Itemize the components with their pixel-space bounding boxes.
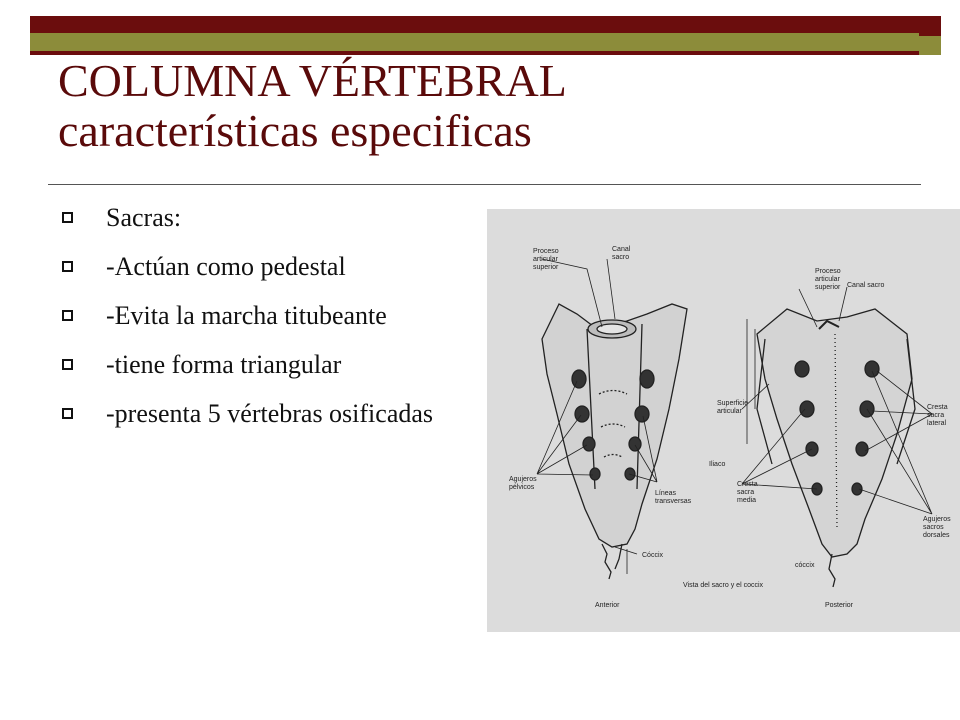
label-proceso-articular-left-2: articular [533, 256, 558, 263]
label-canal-sacro-left: Canal [612, 246, 631, 253]
label-agujeros-pelvicos: Agujeros [509, 476, 537, 483]
label-proceso-articular-right: Proceso [815, 268, 841, 275]
label-superficie-articular-2: articular [717, 408, 742, 415]
label-cresta-sacra-lateral-3: lateral [927, 420, 947, 427]
label-iliaco: Iliaco [709, 461, 726, 468]
label-agujeros-pelvicos-2: pélvicos [509, 484, 535, 491]
label-agujeros-sacros-dorsales-2: sacros [923, 524, 944, 531]
label-cresta-sacra-media-2: sacra [737, 489, 755, 496]
square-bullet-icon [62, 212, 73, 223]
label-coccix-right: cóccix [795, 562, 815, 569]
bullet-item [58, 202, 468, 233]
label-lineas-transversas-2: transversas [655, 498, 692, 505]
label-proceso-articular-left-3: superior [533, 264, 559, 271]
bullet-item [58, 398, 468, 429]
sacrum-drawing [487, 209, 960, 632]
label-proceso-articular-left: Proceso [533, 248, 559, 255]
slide-title-line1: COLUMNA VÉRTEBRAL [58, 55, 567, 106]
label-posterior: Posterior [825, 602, 854, 609]
sacrum-anterior-view [537, 259, 687, 579]
label-cresta-sacra-media-3: media [737, 497, 757, 504]
slide-title-line2: características especificas [58, 105, 532, 156]
label-superficie-articular: Superficie [717, 400, 749, 407]
label-agujeros-sacros-dorsales: Agujeros [923, 516, 951, 523]
label-proceso-articular-right-3: superior [815, 284, 841, 291]
square-bullet-icon [62, 359, 73, 370]
bullet-list [58, 202, 468, 447]
label-anterior: Anterior [595, 602, 620, 609]
header-bar-maroon [30, 16, 919, 33]
sacrum-illustration [487, 209, 960, 632]
label-coccix-left: Cóccix [642, 552, 664, 559]
header-bar-olive [30, 33, 919, 51]
label-cresta-sacra-lateral: Cresta [927, 404, 948, 411]
sacrum-posterior-view [742, 287, 932, 587]
label-lineas-transversas: Líneas [655, 490, 677, 497]
bullet-text: -tiene forma triangular [106, 350, 342, 379]
label-cresta-sacra-lateral-2: sacra [927, 412, 945, 419]
label-figure-caption: Vista del sacro y el coccix [683, 582, 764, 589]
header-square-maroon [919, 16, 941, 36]
bullet-item [58, 300, 468, 331]
bullet-item [58, 251, 468, 282]
label-cresta-sacra-media: Cresta [737, 481, 758, 488]
square-bullet-icon [62, 310, 73, 321]
title-divider [48, 184, 921, 185]
label-canal-sacro-left-2: sacro [612, 254, 630, 261]
slide-title [58, 56, 918, 156]
label-proceso-articular-right-2: articular [815, 276, 840, 283]
square-bullet-icon [62, 408, 73, 419]
label-agujeros-sacros-dorsales-3: dorsales [923, 532, 950, 539]
square-bullet-icon [62, 261, 73, 272]
header-square-olive [919, 36, 941, 55]
bullet-text: -Actúan como pedestal [106, 252, 346, 281]
bullet-text: Sacras: [106, 203, 182, 232]
bullet-text: -presenta 5 vértebras osificadas [106, 399, 434, 428]
bullet-text: -Evita la marcha titubeante [106, 301, 387, 330]
label-canal-sacro-right: Canal sacro [847, 282, 885, 289]
bullet-item [58, 349, 468, 380]
